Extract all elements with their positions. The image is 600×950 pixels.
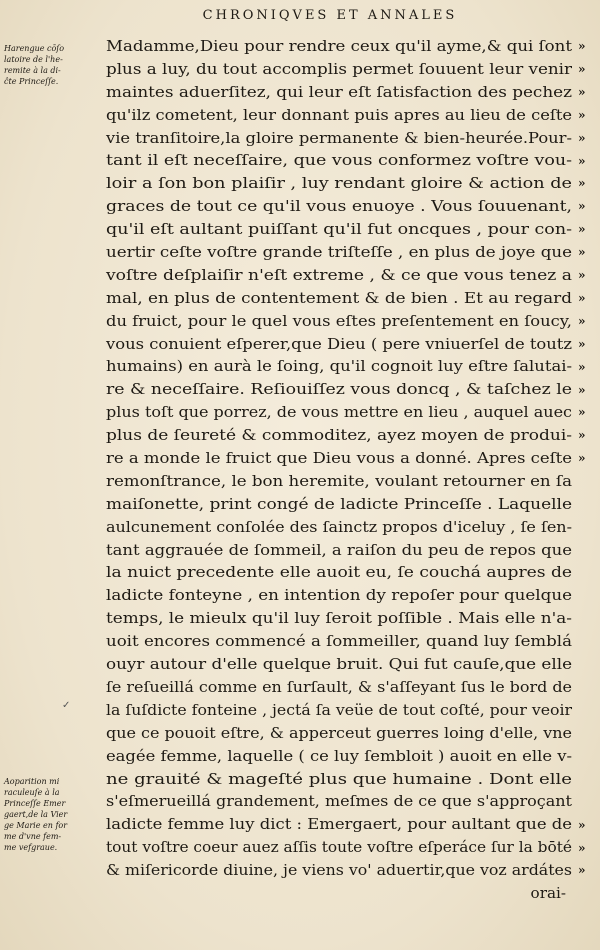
text-line: ſe reſueillá comme en ſurſault, & s'aſſeyant ſus le bord de [106,677,572,696]
text-line: aulcunement conſolée des ſainctz propos d'iceluy , ſe ſen- [106,517,572,536]
text-line: voſtre deſplaiſir n'eſt extreme , & ce que vous tenez a [106,265,572,284]
quote-mark: » [578,39,586,53]
text-line: graces de tout ce qu'il vous enuoye . Vous ſouuenant, [106,197,572,216]
quote-mark: » [578,268,586,282]
quote-mark: » [578,245,586,260]
text-line: tout voſtre coeur auez aſſis toute voſtre eſperáce ſur la bōté [106,838,572,857]
quote-mark: » [578,153,586,168]
text-line: la nuict precedente elle auoit eu, ſe couchá aupres de [106,563,572,582]
text-line: du fruict, pour le quel vous eſtes preſentement en ſoucy, [106,311,572,330]
text-line: mal, en plus de contentement & de bien . Et au regard [106,288,572,307]
text-line: maintes aduerſitez, qui leur eſt ſatisfaction des pechez [106,82,572,101]
text-line: qu'il eſt aultant puiſſant qu'il fut oncques , pour con- [106,220,572,239]
quote-mark: » [578,199,586,214]
text-line: qu'ilz cometent, leur donnant puis apres au lieu de ceſte [106,105,572,124]
quote-mark: » [578,107,586,122]
quote-mark: » [578,359,586,374]
quote-mark: » [578,405,586,420]
quote-mark: » [578,817,586,832]
text-line: plus a luy, du tout accomplis permet ſouuent leur venir [106,59,572,78]
quote-mark: » [578,84,586,99]
text-line: uoit encores commencé a ſommeiller, quand luy ſemblá [106,632,572,651]
quote-mark: » [578,290,586,305]
text-line: maiſonette, print congé de ladicte Princeſſe . Laquelle [106,494,572,513]
text-line: orai- [530,883,566,902]
marginal-tick-mark: ✓ [62,700,71,711]
quote-mark: » [578,313,586,328]
quote-mark: » [578,61,586,76]
text-line: eagée femme, laquelle ( ce luy ſembloit ) auoit en elle v- [106,746,572,765]
quote-mark: » [578,176,586,191]
quote-mark: » [578,222,586,237]
quote-mark: » [578,451,586,466]
quote-mark: » [578,336,586,351]
text-line: que ce pouoit eſtre, & apperceut guerres loing d'elle, vne [106,723,572,742]
text-line: re & neceſſaire. Reſiouiſſez vous doncq , & taſchez le [106,380,572,399]
text-line: la ſuſdicte fonteine , jectá ſa veüe de tout coſté, pour veoir [106,700,572,719]
quote-mark: » [578,428,586,443]
text-line: Madamme,Dieu pour rendre ceux qu'il ayme,& qui ſont [106,37,572,55]
text-line: plus de ſeureté & commoditez, ayez moyen de produi- [106,426,572,445]
quote-mark: » [578,863,586,878]
text-line: uertir ceſte voſtre grande triſteſſe , en plus de joye que [106,243,572,262]
text-line: tant aggrauée de ſommeil, a raiſon du peu de repos que [106,540,572,559]
text-line: ouyr autour d'elle quelque bruit. Qui fut cauſe,que elle [106,655,572,674]
text-line: ladicte femme luy dict : Emergaert, pour aultant que de [106,815,572,834]
quote-mark: » [578,840,586,855]
text-line: vie tranſitoire,la gloire permanente & bien-heurée.Pour- [106,128,572,147]
text-line: loir a ſon bon plaiſir , luy rendant gloire & action de [106,174,572,193]
margin-note: Harengue cōſo latoire de l'he- remite à la di- ĉte Princeſſe. [4,44,65,86]
margin-note: Aoparition mi raculeuſe à la Princeſſe Emer gaert,de la Vier ge Marie en for me d'vne fem- me vefgraue. [4,776,68,852]
text-line: humains) en aurà le ſoing, qu'il cognoit luy eſtre ſalutai- [106,357,572,376]
running-head: CHRONIQVES ET ANNALES [202,8,458,23]
text-line: remonſtrance, le bon heremite, voulant retourner en ſa [106,471,572,490]
text-line: ladicte fonteyne , en intention dy repoſer pour quelque [106,586,572,605]
text-line: re a monde le fruict que Dieu vous a donné. Apres ceſte [106,449,572,468]
text-line: vous conuient eſperer,que Dieu ( pere vniuerſel de toutz [106,334,572,353]
quote-mark: » [578,130,586,145]
text-line: ne grauité & mageſté plus que humaine . Dont elle [106,769,572,788]
body-text [106,35,572,905]
quote-mark: » [578,382,586,397]
text-line: temps, le mieulx qu'il luy ſeroit poſſible . Mais elle n'a- [106,609,572,628]
text-line: tant il eſt neceſſaire, que vous conformez voſtre vou- [106,151,572,170]
text-line: s'eſmerueillá grandement, meſmes de ce que s'approçant [106,792,572,811]
text-line: plus toſt que porrez, de vous mettre en lieu , auquel auec [106,403,572,422]
text-line: & miſericorde diuine, je viens vo' aduertir,que voz ardátes [106,861,572,880]
